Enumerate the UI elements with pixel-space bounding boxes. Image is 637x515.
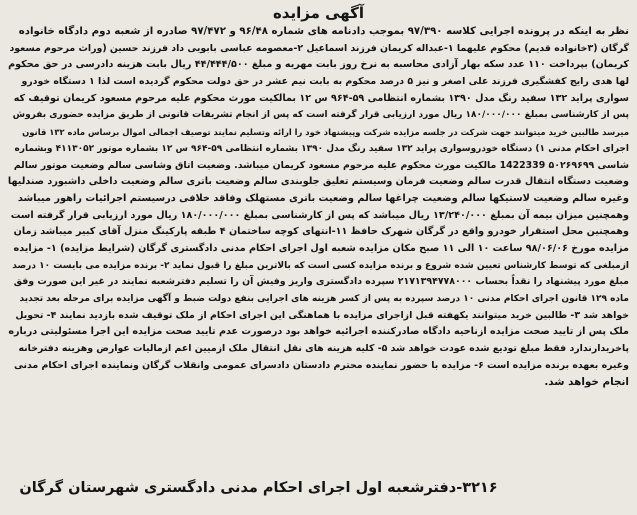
- notice-line: خواهد شد ۳- طالبین خرید میتوانند یکهفته قبل ازاجرای مزایده با هماهنگی این اجرای احکام از ملک توقیف شده بازدید نمایند ۴- تحویل: [15, 309, 629, 321]
- notice-line: پاخریدارندارد فقط مبلغ تودیع شده عودت خواهد شد ۵- کلیه هزینه های نقل انتقال ملک ازمیین اعم ازمالیات عوارض وهزینه دفترخانه: [18, 343, 629, 355]
- notice-line: مزایده مورخ ۹۸/۰۶/۰۶ ساعت ۱۰ الی ۱۱ صبح مکان مزایده شعبه اول اجرای احکام مدنی دادگستری گرگان (شرایط مزایده) ۱- مزایده: [13, 242, 629, 254]
- notice-line: وغیره سالم وضعیت لاستیکها سالم وضعیت چراغها سالم وضعیت باتری مستهلک وفاقد خلافی درسیستم اجرائیات راهور میباشد: [17, 192, 629, 204]
- notice-line: وضعیت دستگاه انتقال قدرت سالم وضعیت فرمان وسیستم تعلیق جلوبندی سالم وضعیت باتری سالم وضعیت داخلی داشبورد صندلیها: [8, 176, 629, 188]
- notice-line: سواری پراید ۱۳۲ سفید رنگ مدل ۱۳۹۰ بشماره انتظامی ۵۹-۹۶۴ س ۱۲ بمالکیت مورث محکوم علیه مرحوم مسعود کریمان توقیف که: [13, 92, 629, 104]
- notice-line: وغیره بعهده برنده مزایده است ۶- مزایده با حضور نماینده محترم دادستان دادسرای عمومی وانقلاب گرگان ونماینده اجرای احکام مدنی: [13, 359, 629, 371]
- notice-signature: ۳۲۱۶-دفترشعبه اول اجرای احکام مدنی دادگستری شهرستان گرگان: [19, 480, 498, 496]
- notice-line: پس از کارشناسی بمبلغ ۱۸۰/۰۰۰/۰۰۰ ریال مورد ارزیابی قرار گرفته است که پس از انجام تشریفات قانونی از طریق مزایده حضوری بفروش: [12, 110, 629, 121]
- notice-line: اجرای احکام مدنی ۱) دستگاه خودروسواری پراید ۱۳۲ سفید رنگ مدل ۱۳۹۰ بشماره انتظامی ۵۹-۹۶۴ س ۱۲ بشماره موتور ۴۱۱۳۰۵۲ وبشماره: [14, 143, 629, 154]
- notice-line: کریمان) بپرداخت ۱۱۰ عدد سکه بهار آزادی محاسبه به نرخ روز بابت مهریه و مبلغ ۴۴/۴۴۴/۵۰۰ ریال بابت هزینه دادرسی در حق محکوم: [8, 59, 629, 71]
- notice-line: شاسی ۵۰۲۶۹۶۹۹ 1422339 مالکیت مورث محکوم علیه مرحوم مسعود کریمان میباشد. وضعیت اتاق وشاسی سالم وضعیت موتور سالم: [13, 159, 629, 171]
- notice-line: مبلغ مورد پیشنهاد را نقداً بحساب ۲۱۷۱۳۹۴۷۷۸۰۰۰ سپرده دادگستری واریز وفیش آن را تسلیم دفترشعبه نمایند در غیر این صورت وفق: [13, 276, 629, 288]
- notice-line: ملک پس از تایید صحت مزایده ازناحیه دادگاه صادرکننده اجرائیه خواهد بود درصورت عدم تایید صحت مزایده این اجرا مسئولیتی درباره: [8, 326, 629, 338]
- notice-title: آگهی مزایده: [272, 4, 365, 22]
- notice-line: وهمچنین محل استقرار خودرو واقع در گرگان شهرک حافظ ۱۱-انتهای کوچه ساختمان ۴ طبقه پارکینگ منزل آقای کبیر میباشد زمان: [13, 226, 629, 238]
- notice-line: وهمچنین میزان بیمه آن بمبلغ ۱۳/۲۴۰/۰۰۰ ریال میباشد که پس از کارشناسی بمبلغ ۱۸۰/۰۰۰/۰۰۰ ریال مورد ارزیابی قرار گرفته است: [10, 209, 629, 221]
- notice-line: میرسد طالبین خرید میتوانند جهت شرکت در جلسه مزایده شرکت وپیشنهاد خود را ارائه وتسلیم نمایند توصیف اجمالی اموال برساس ماده ۱۳۲ قانون: [22, 127, 629, 138]
- notice-line: انجام خواهد شد.: [544, 376, 629, 389]
- notice-line: گرگان (۳خانواده قدیم) محکوم علیهما ۱-عبداله کریمان فرزند اسماعیل ۲-معصومه عباسی بابویی داد فرزند حسین (وراث مرحوم مسعود: [9, 42, 629, 54]
- notice-line: ماده ۱۲۹ قانون اجرای احکام مدنی ۱۰ درصد سپرده به پس از کسر هزینه های اجرایی بنفع دولت ضبط و آگهی مزایده برای مرحله بعد تجدید: [19, 294, 629, 304]
- notice-line: لها هدی رایج کفشگیری فرزند علی اصغر و نیز ۵ درصد محکوم به بابت نیم عشر در حق دولت محکوم گردیده است لذا ۱ دستگاه خودرو: [21, 76, 629, 88]
- notice-line: نظر به اینکه در پرونده اجرایی کلاسه ۹۷/۳۹۰ بموجب دادنامه های شماره ۹۶/۴۸ و ۹۷/۴۷۲ صادره از شعبه دوم دادگاه خانواده: [18, 26, 629, 37]
- notice-line: ازمبلغی که توسط کارشناس تعیین شده شروع و برنده مزایده کسی است که بالاترین مبلغ را قبول نماید ۲- برنده مزایده می بایست ۱۰ درصد: [12, 260, 629, 271]
- notice-body: [8, 24, 629, 476]
